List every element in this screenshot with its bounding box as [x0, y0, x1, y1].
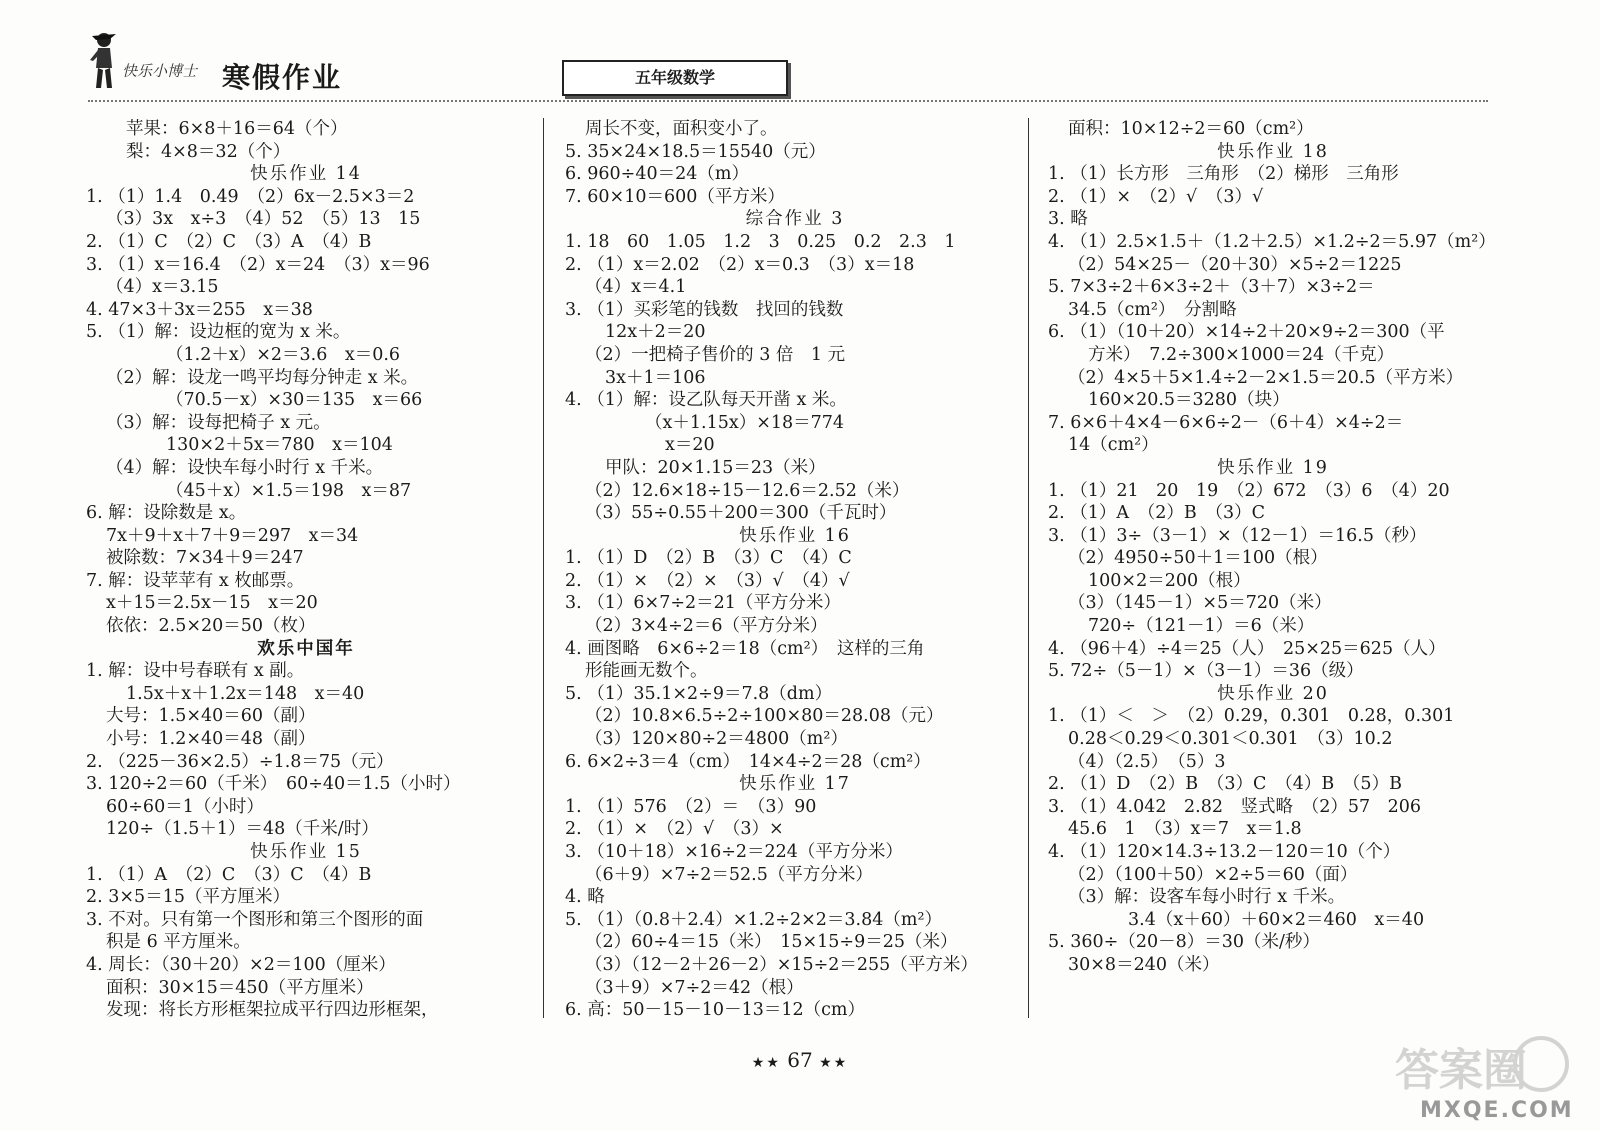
answer-line: 5. 7×3÷2＋6×3÷2＋（3＋7）×3÷2＝ — [1048, 277, 1375, 298]
answer-line: 3. （1）4.042 2.82 竖式略 （2）57 206 — [1048, 796, 1422, 817]
star-decoration-icon: ★★ — [819, 1055, 849, 1071]
answer-line: （2）12.6×18÷15－12.6＝2.52（米） — [585, 480, 910, 501]
answer-line: 720÷（121－1）＝6（米） — [1088, 616, 1315, 637]
answer-line: 6. 解：设除数是 x。 — [86, 503, 247, 524]
answer-line: 7. 6×6＋4×4－6×6÷2－（6＋4）×4÷2＝ — [1048, 412, 1404, 433]
answer-line: （4）（2.5） （5）3 — [1068, 751, 1226, 772]
answer-line: （3）解：设每把椅子 x 元。 — [106, 412, 331, 433]
answer-line: 被除数：7×34＋9＝247 — [106, 548, 304, 569]
answer-line: 1. （1）1.4 0.49 （2）6x－2.5×3＝2 — [86, 186, 415, 207]
answer-line: 6. 960÷40＝24（m） — [565, 164, 749, 185]
section-heading: 欢乐中国年 — [257, 638, 355, 659]
answer-line: 130×2＋5x＝780 x＝104 — [166, 435, 393, 456]
answer-line: （3）3x x÷3 （4）52 （5）13 15 — [106, 209, 421, 230]
book-title: 寒假作业 — [222, 61, 343, 94]
section-heading: 快乐作业 20 — [1217, 683, 1329, 704]
answer-line: 梨：4×8＝32（个） — [126, 141, 291, 162]
answer-line: 发现：将长方形框架拉成平行四边形框架， — [106, 1000, 439, 1021]
answer-line: （3）解：设客车每小时行 x 千米。 — [1068, 887, 1346, 908]
answer-line: （4）解：设快车每小时行 x 千米。 — [106, 457, 384, 478]
answer-line: 60÷60＝1（小时） — [106, 796, 264, 817]
answer-line: 苹果：6×8＋16＝64（个） — [126, 119, 348, 139]
answer-line: 7. 60×10＝600（平方米） — [565, 186, 785, 207]
answer-line: （3＋9）×7÷2＝42（根） — [585, 977, 804, 998]
answer-line: 6. 高：50－15－10－13＝12（cm） — [565, 1000, 865, 1021]
answer-line: （2）解：设龙一鸣平均每分钟走 x 米。 — [106, 367, 419, 388]
answer-line: （3）120×80÷2＝4800（m²） — [585, 729, 848, 750]
answer-line: （2）（100＋50）×2÷5＝60（面） — [1068, 864, 1358, 885]
column-divider — [1028, 118, 1029, 1018]
answer-line: 5. （1）35.1×2÷9＝7.8（dm） — [565, 683, 833, 704]
answer-line: 形能画无数个。 — [585, 661, 708, 682]
answer-line: 4. 略 — [565, 887, 605, 908]
answer-line: 100×2＝200（根） — [1088, 570, 1251, 591]
section-heading: 快乐作业 17 — [739, 774, 851, 795]
answer-line: 3. （1）3÷（3－1）×（12－1）＝16.5（秒） — [1048, 525, 1427, 546]
answer-line: 4. （1）解：设乙队每天开凿 x 米。 — [565, 390, 847, 411]
answer-column-right — [1048, 118, 1498, 977]
answer-line: x＋15＝2.5x－15 x＝20 — [106, 593, 318, 614]
answer-line: 4. （96＋4）÷4＝25（人） 25×25＝625（人） — [1048, 638, 1446, 659]
section-heading: 快乐作业 16 — [739, 525, 851, 546]
answer-line: 1. 解：设中号春联有 x 副。 — [86, 661, 305, 682]
answer-line: 3. （10＋18）×16÷2＝224（平方分米） — [565, 842, 903, 862]
answer-line: 5. （1）（0.8＋2.4）×1.2÷2×2＝3.84（m²） — [565, 909, 942, 930]
boy-logo-icon — [88, 30, 120, 92]
answer-line: 3. （1）买彩笔的钱数 找回的钱数 — [565, 299, 844, 320]
page-header — [0, 0, 1600, 100]
answer-line: 1. （1）＜ ＞ （2）0.29，0.301 0.28，0.301 — [1048, 706, 1455, 727]
answer-line: 面积：30×15＝450（平方厘米） — [106, 977, 374, 998]
answer-line: 30×8＝240（米） — [1068, 954, 1220, 975]
answer-line: 2. 3×5＝15（平方厘米） — [86, 887, 290, 908]
answer-line: 14（cm²） — [1068, 435, 1159, 456]
answer-line: 3. 不对。只有第一个图形和第三个图形的面 — [86, 909, 424, 930]
answer-line: 3. 120÷2＝60（千米） 60÷40＝1.5（小时） — [86, 774, 461, 795]
section-heading: 综合作业 3 — [745, 209, 845, 230]
logo-script-text: 快乐小博士 — [122, 62, 198, 80]
answer-line: 2. （1）× （2）√ （3）√ — [1048, 186, 1264, 207]
watermark-label: 答案圈 — [1395, 1045, 1527, 1096]
answer-line: 120÷（1.5＋1）＝48（千米/时） — [106, 819, 379, 840]
answer-line: 1. （1）A （2）C （3）C （4）B — [86, 864, 372, 885]
answer-column-middle — [565, 118, 1025, 1022]
answer-line: （4）x＝4.1 — [585, 277, 687, 298]
answer-line: 12x＋2＝20 — [605, 322, 706, 343]
section-heading: 快乐作业 19 — [1217, 457, 1329, 478]
answer-line: （6＋9）×7÷2＝52.5（平方分米） — [585, 864, 873, 885]
star-decoration-icon: ★★ — [751, 1055, 781, 1071]
answer-line: 甲队：20×1.15＝23（米） — [605, 457, 826, 478]
answer-line: （2）10.8×6.5÷2÷100×80＝28.08（元） — [585, 706, 944, 727]
answer-line: 2. （1）C （2）C （3）A （4）B — [86, 231, 372, 252]
answer-line: 4. （1）120×14.3÷13.2－120＝10（个） — [1048, 842, 1401, 862]
answer-line: 7x＋9＋x＋7＋9＝297 x＝34 — [106, 525, 359, 546]
answer-line: （2）60÷4＝15（米） 15×15÷9＝25（米） — [585, 932, 958, 953]
answer-line: 1. （1）21 20 19 （2）672 （3）6 （4）20 — [1048, 480, 1450, 501]
answer-line: 依依：2.5×20＝50（枚） — [106, 616, 316, 637]
answer-line: 2. （1）× （2）√ （3）× — [565, 819, 784, 840]
page-footer — [0, 1048, 1600, 1072]
answer-line: 1. 18 60 1.05 1.2 3 0.25 0.2 2.3 1 — [565, 231, 956, 252]
answer-line: （3）55÷0.55＋200＝300（千瓦时） — [585, 503, 897, 524]
answer-line: （2）3×4÷2＝6（平方分米） — [585, 616, 828, 637]
answer-line: x＝20 — [665, 435, 715, 456]
answer-line: 3. （1）6×7÷2＝21（平方分米） — [565, 593, 841, 614]
answer-line: 小号：1.2×40＝48（副） — [106, 729, 316, 750]
answer-line: 6. 6×2÷3＝4（cm） 14×4÷2＝28（cm²） — [565, 751, 931, 772]
answer-line: 1. （1）576 （2）＝ （3）90 — [565, 796, 817, 817]
answer-line: 周长不变，面积变小了。 — [585, 119, 778, 139]
answer-line: 2. （1）D （2）B （3）C （4）B （5）B — [1048, 774, 1402, 795]
answer-line: （1.2＋x）×2＝3.6 x＝0.6 — [166, 344, 401, 365]
answer-line: 2. （1）x＝2.02 （2）x＝0.3 （3）x＝18 — [565, 254, 915, 275]
answer-line: 45.6 1 （3）x＝7 x＝1.8 — [1068, 819, 1302, 840]
answer-line: 7. 解：设苹苹有 x 枚邮票。 — [86, 570, 305, 591]
answer-line: 3x＋1＝106 — [605, 367, 706, 388]
answer-line: 160×20.5＝3280（块） — [1088, 390, 1290, 411]
answer-line: 4. 周长：（30＋20）×2＝100（厘米） — [86, 954, 396, 975]
answer-line: （x＋1.15x）×18＝774 — [645, 412, 845, 433]
answer-line: （2）4×5＋5×1.4÷2－2×1.5＝20.5（平方米） — [1068, 367, 1464, 388]
section-heading: 快乐作业 15 — [250, 842, 362, 862]
column-divider — [543, 118, 544, 1018]
answer-line: 大号：1.5×40＝60（副） — [106, 706, 316, 727]
answer-line: 积是 6 平方厘米。 — [106, 932, 251, 953]
answer-line: 5. 360÷（20－8）＝30（米/秒） — [1048, 932, 1320, 953]
section-heading: 快乐作业 14 — [250, 164, 362, 185]
answer-line: （2）54×25－（20＋30）×5÷2＝1225 — [1068, 254, 1402, 275]
answer-line: 1. （1）D （2）B （3）C （4）C — [565, 548, 852, 569]
answer-line: 5. 72÷（5－1）×（3－1）＝36（级） — [1048, 661, 1364, 682]
answer-line: 0.28＜0.29＜0.301＜0.301 （3）10.2 — [1068, 729, 1393, 750]
answer-line: （3）（145－1）×5＝720（米） — [1068, 593, 1332, 614]
answer-line: 4. （1）2.5×1.5＋（1.2＋2.5）×1.2÷2＝5.97（m²） — [1048, 231, 1496, 252]
answer-line: 2. （225－36×2.5）÷1.8＝75（元） — [86, 751, 394, 772]
answer-line: 方米） 7.2÷300×1000＝24（千克） — [1088, 344, 1395, 365]
answer-line: （2）4950÷50＋1＝100（根） — [1068, 548, 1328, 569]
section-heading: 快乐作业 18 — [1217, 141, 1329, 162]
answer-line: （3）（12－2＋26－2）×15÷2＝255（平方米） — [585, 954, 978, 975]
answer-line: 5. （1）解：设边框的宽为 x 米。 — [86, 322, 351, 343]
answer-line: 4. 47×3＋3x＝255 x＝38 — [86, 299, 313, 320]
answer-line: （2）一把椅子售价的 3 倍 1 元 — [585, 344, 846, 365]
answer-line: （4）x＝3.15 — [106, 277, 219, 298]
answer-line: 34.5（cm²） 分割略 — [1068, 299, 1237, 320]
answer-line: 2. （1）× （2）× （3）√ （4）√ — [565, 570, 850, 591]
header-divider — [88, 100, 1488, 102]
answer-line: 面积：10×12÷2＝60（cm²） — [1068, 119, 1314, 139]
answer-line: （45＋x）×1.5＝198 x＝87 — [166, 480, 412, 501]
answer-line: 3. 略 — [1048, 209, 1088, 230]
answer-column-left — [86, 118, 526, 1022]
answer-line: 3. （1）x＝16.4 （2）x＝24 （3）x＝96 — [86, 254, 430, 275]
answer-line: 4. 画图略 6×6÷2＝18（cm²） 这样的三角 — [565, 638, 925, 659]
answer-line: （70.5－x）×30＝135 x＝66 — [166, 390, 423, 411]
page-number: 67 — [787, 1048, 813, 1072]
watermark-text: MXQE.COM — [1420, 1098, 1574, 1123]
grade-label: 五年级数学 — [562, 60, 788, 96]
answer-line: 1. （1）长方形 三角形 （2）梯形 三角形 — [1048, 164, 1399, 185]
answer-line: 1.5x＋x＋1.2x＝148 x＝40 — [126, 683, 365, 704]
answer-line: 5. 35×24×18.5＝15540（元） — [565, 141, 826, 162]
answer-line: 3.4（x＋60）＋60×2＝460 x＝40 — [1128, 909, 1425, 930]
answer-line: 6. （1）（10＋20）×14÷2＋20×9÷2＝300（平 — [1048, 322, 1445, 343]
answer-line: 2. （1）A （2）B （3）C — [1048, 503, 1266, 524]
